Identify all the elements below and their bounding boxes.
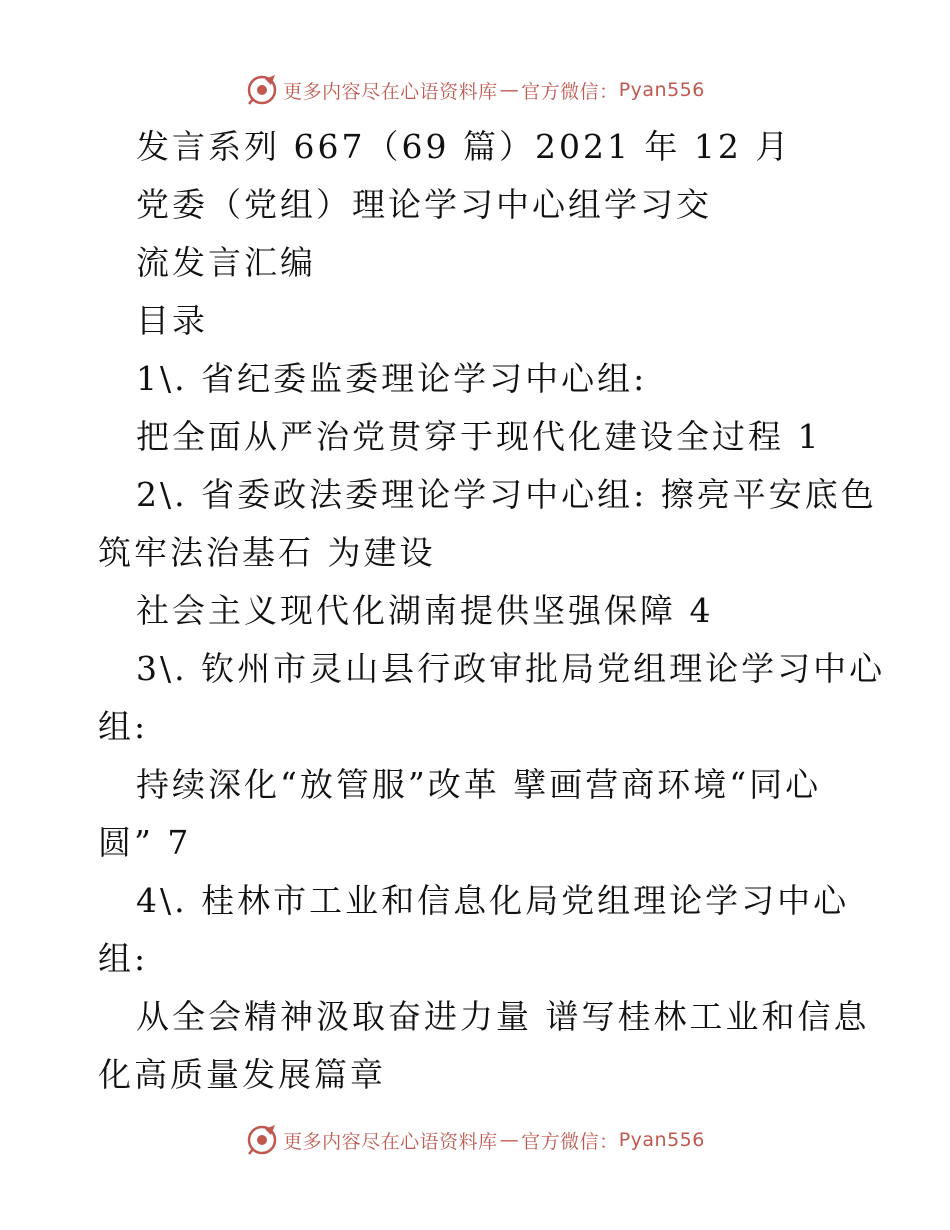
pen-logo-icon — [245, 1123, 279, 1157]
doc-title-line-3: 流发言汇编 — [136, 243, 316, 282]
watermark-separator: — — [499, 79, 520, 101]
toc-heading: 目录 — [136, 301, 208, 340]
doc-title-line-2: 党委（党组）理论学习中心组学习交 — [136, 185, 712, 224]
toc-item-4-source-cont: 组: — [98, 939, 149, 978]
toc-item-4-title: 从全会精神汲取奋进力量 谱写桂林工业和信息 — [136, 997, 870, 1036]
toc-item-4-source: 4\. 桂林市工业和信息化局党组理论学习中心 — [136, 881, 850, 920]
toc-item-2-title-part-1: 筑牢法治基石 为建设 — [98, 533, 436, 572]
toc-item-3-source: 3\. 钦州市灵山县行政审批局党组理论学习中心 — [136, 649, 886, 688]
toc-item-3-title: 持续深化“放管服”改革 擘画营商环境“同心 — [136, 765, 822, 804]
watermark-prefix: 更多内容尽在心语资料库 — [283, 80, 498, 103]
watermark-label: 官方微信： — [521, 80, 619, 103]
watermark-wechat-id: Pyan556 — [618, 79, 705, 101]
toc-item-1-title: 把全面从严治党贯穿于现代化建设全过程 1 — [136, 417, 822, 456]
document-body — [98, 118, 886, 1104]
toc-item-3-title-cont: 圆” 7 — [98, 823, 192, 862]
watermark-label: 官方微信： — [521, 1130, 619, 1153]
toc-item-4-title-cont: 化高质量发展篇章 — [98, 1055, 386, 1094]
toc-item-3-source-cont: 组: — [98, 707, 149, 746]
toc-item-2-source: 2\. 省委政法委理论学习中心组: 擦亮平安底色 — [136, 475, 877, 514]
watermark-separator: — — [499, 1129, 520, 1151]
toc-item-1-source: 1\. 省纪委监委理论学习中心组: — [136, 359, 648, 398]
watermark-footer — [0, 1120, 950, 1160]
watermark-header — [0, 70, 950, 110]
toc-item-2-title-part-2: 社会主义现代化湖南提供坚强保障 4 — [136, 591, 714, 630]
pen-logo-icon — [245, 73, 279, 107]
watermark-wechat-id: Pyan556 — [618, 1129, 705, 1151]
watermark-prefix: 更多内容尽在心语资料库 — [283, 1130, 498, 1153]
doc-title-line-1: 发言系列 667（69 篇）2021 年 12 月 — [136, 127, 792, 166]
